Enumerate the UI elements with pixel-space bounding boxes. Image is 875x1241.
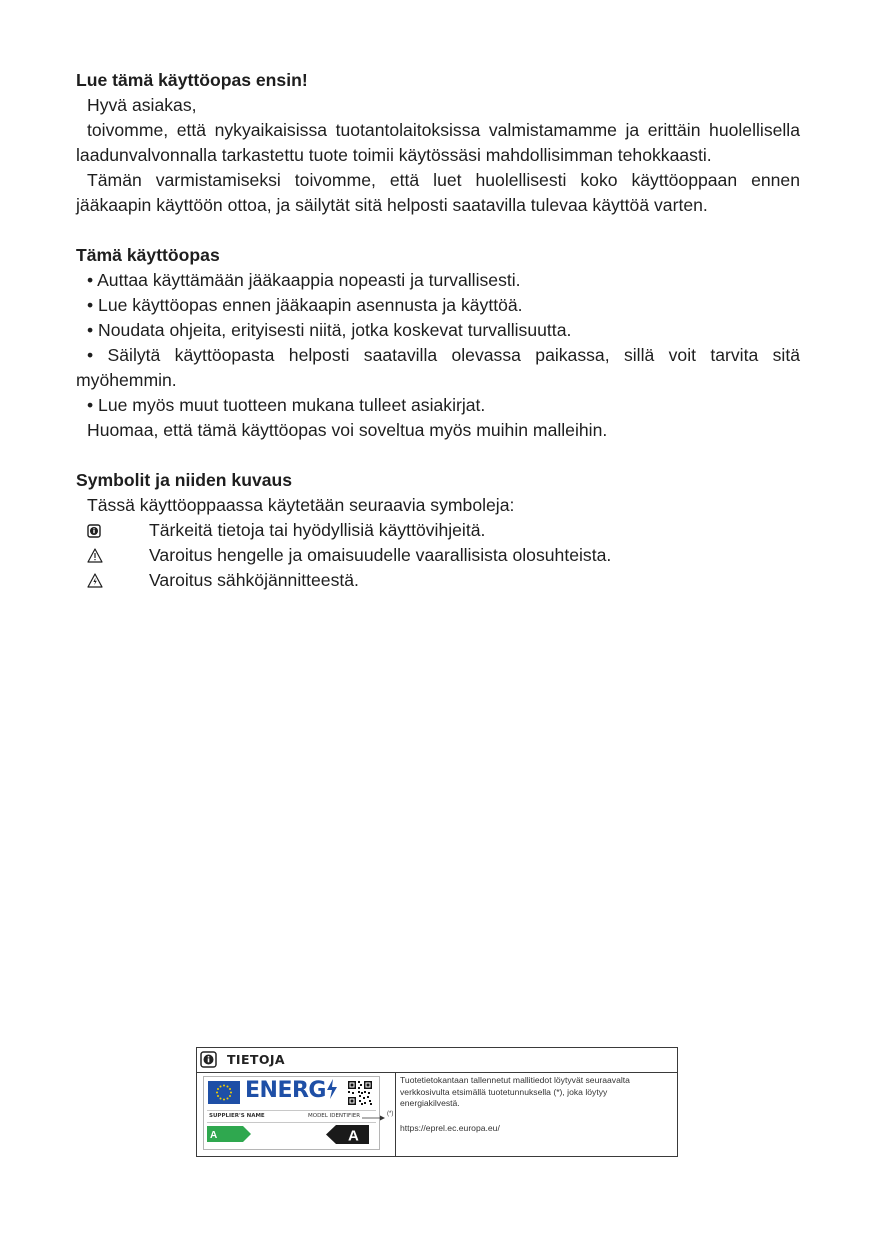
svg-text:A: A (210, 1130, 218, 1141)
symbol-text: Varoitus sähköjännitteestä. (149, 570, 359, 590)
info-box-title: TIETOJA (227, 1052, 285, 1067)
bullet-item: • Säilytä käyttöopasta helposti saatavilla olevassa paikassa, sillä voit tarvita sitä myöhemmin. (76, 345, 800, 390)
bullet-item: • Noudata ohjeita, erityisesti niitä, jotka koskevat turvallisuutta. (87, 320, 572, 340)
warning-icon (87, 548, 149, 563)
info-box-text (400, 1075, 668, 1134)
symbol-text: Varoitus hengelle ja omaisuudelle vaarallisista olosuhteista. (149, 545, 612, 565)
eu-flag-icon (208, 1081, 240, 1104)
greeting: Hyvä asiakas, (87, 95, 197, 115)
info-description: Tuotetietokantaan tallennetut mallitiedot löytyvät seuraavalta verkkosivulta etsimällä tuotetunnuksella (*), joka löytyy energiakilvestä. (400, 1075, 630, 1109)
intro-heading: Lue tämä käyttöopas ensin! (76, 70, 308, 90)
bullet-item: • Lue käyttöopas ennen jääkaapin asennusta ja käyttöä. (87, 295, 523, 315)
symbols-intro: Tässä käyttöoppaassa käytetään seuraavia symboleja: (87, 495, 515, 515)
manual-page-content (76, 68, 800, 593)
eprel-url[interactable]: https://eprel.ec.europa.eu/ (400, 1122, 500, 1133)
pointer-arrow-icon (362, 1115, 386, 1121)
info-icon (200, 1051, 217, 1068)
energy-class-indicator (326, 1125, 369, 1144)
bullet-item: • Lue myös muut tuotteen mukana tulleet asiakirjat. (87, 395, 486, 415)
symbol-row-warning (76, 543, 800, 568)
symbol-row-electric (76, 568, 800, 593)
manual-heading: Tämä käyttöopas (76, 245, 220, 265)
electric-warning-icon (87, 573, 149, 588)
svg-text:A: A (348, 1127, 359, 1144)
bullet-item: • Auttaa käyttämään jääkaappia nopeasti ja turvallisesti. (87, 270, 521, 290)
symbol-text: Tärkeitä tietoja tai hyödyllisiä käyttövihjeitä. (149, 520, 486, 540)
info-box-header (200, 1051, 285, 1068)
info-icon (87, 524, 149, 538)
symbols-heading: Symbolit ja niiden kuvaus (76, 470, 293, 490)
energy-label-title: ENERG (245, 1078, 338, 1103)
model-identifier: MODEL IDENTIFIER (308, 1113, 361, 1119)
manual-note: Huomaa, että tämä käyttöopas voi soveltua myös muihin malleihin. (87, 420, 608, 440)
qr-code-icon (347, 1080, 373, 1106)
symbol-row-info (76, 518, 800, 543)
intro-paragraph-2: Tämän varmistamiseksi toivomme, että luet huolellisesti koko käyttöoppaan ennen jääkaapin käyttöön ottoa, ja säilytät sitä helposti saatavilla tulevaa käyttöä varten. (76, 170, 800, 215)
intro-paragraph-1: toivomme, että nykyaikaisissa tuotantolaitoksissa valmistamamme ja erittäin huolellisella laadunvalvonnalla tarkastettu tuote toimii käytössäsi mahdollisimman tehokkaasti. (76, 120, 800, 165)
info-box (196, 1047, 678, 1157)
energy-label-thumbnail (203, 1076, 380, 1150)
pointer-mark: (*) (387, 1111, 394, 1117)
supplier-name: SUPPLIER'S NAME (209, 1113, 265, 1119)
energy-class-scale (207, 1126, 251, 1142)
